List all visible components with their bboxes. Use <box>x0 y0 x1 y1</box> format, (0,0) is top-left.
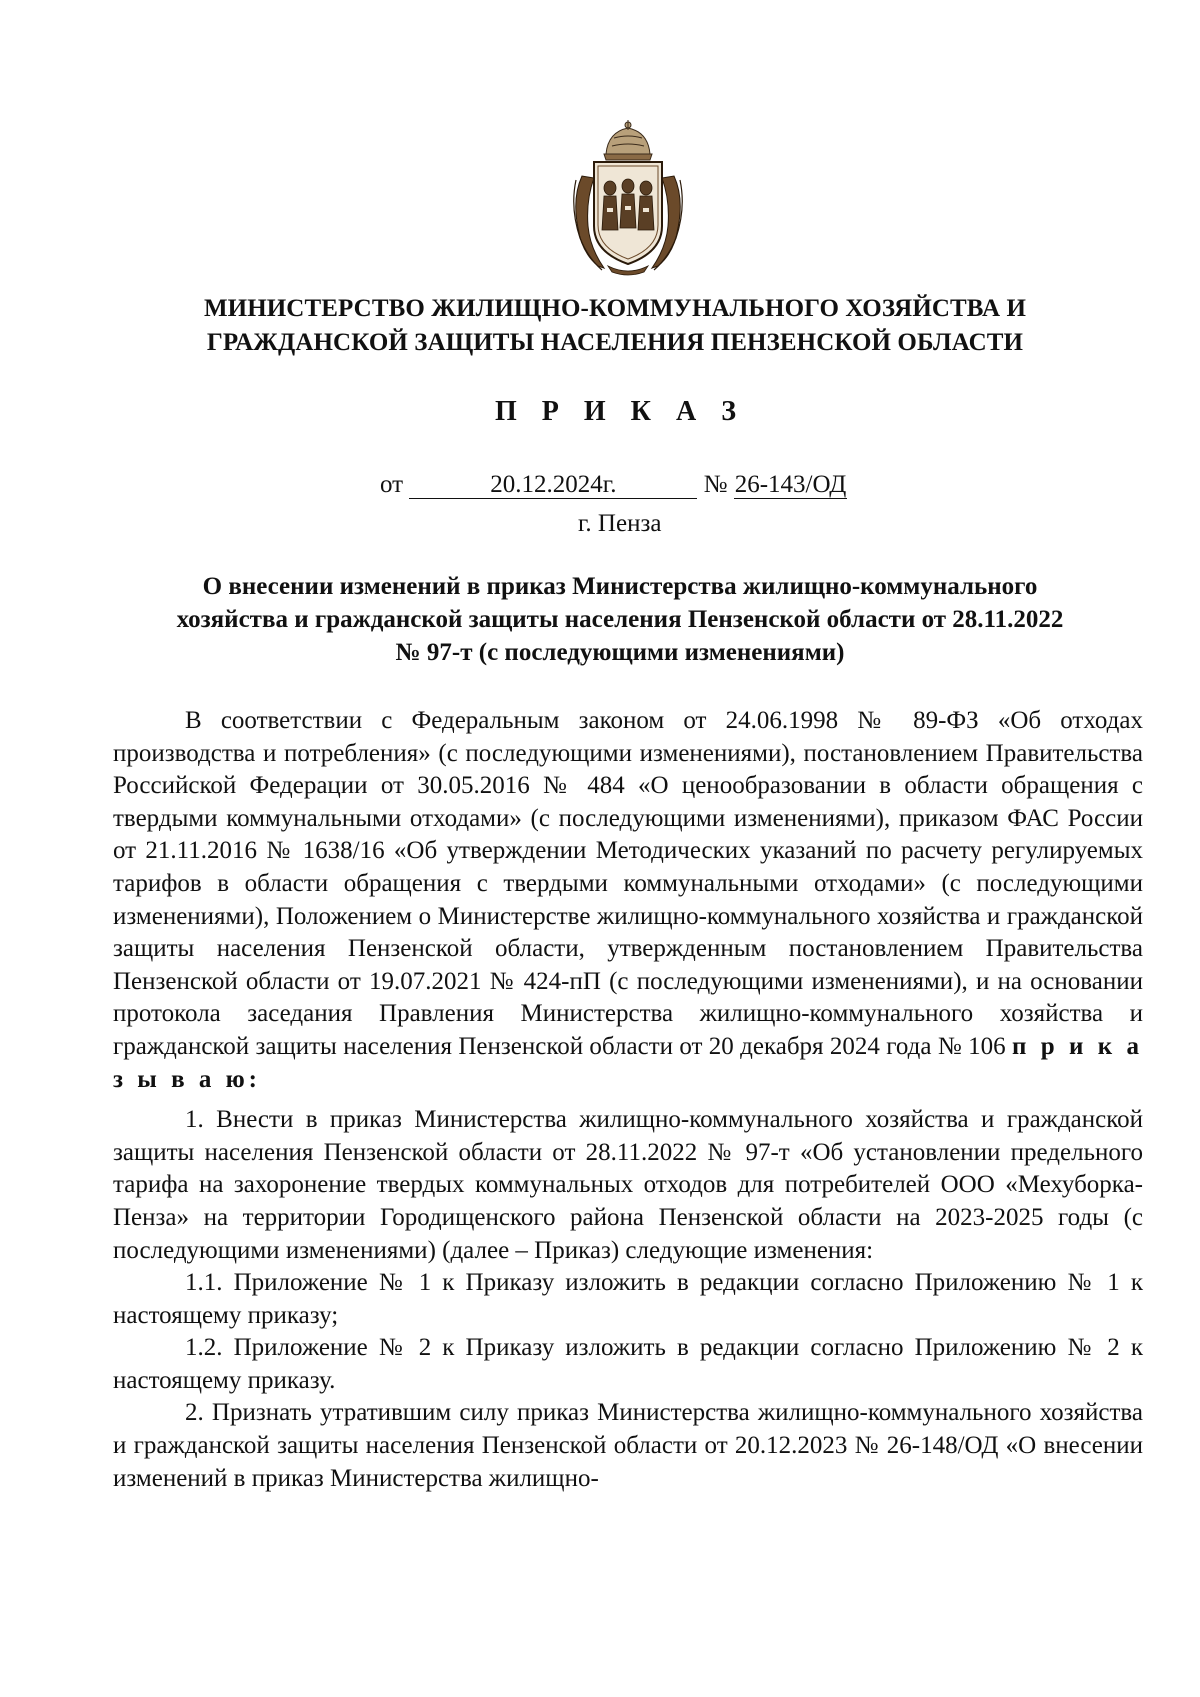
coat-of-arms-emblem <box>568 118 688 276</box>
date-number-line <box>380 470 847 500</box>
ministry-name-line1: МИНИСТЕРСТВО ЖИЛИЩНО-КОММУНАЛЬНОГО ХОЗЯЙСТВА И <box>203 295 1027 322</box>
document-body <box>113 705 1143 1495</box>
date-prefix: от <box>380 471 404 498</box>
document-type-title: П Р И К А З <box>495 396 745 427</box>
document-city: г. Пенза <box>578 510 662 537</box>
ministry-name <box>120 292 1110 360</box>
subject-line2: хозяйства и гражданской защиты населения Пензенской области от 28.11.2022 <box>176 606 1064 633</box>
item-2-paragraph: 2. Признать утратившим силу приказ Министерства жилищно-коммунального хозяйства и гражданской защиты населения Пензенской области от 20.12.2023 № 26-148/ОД «О внесении изменений в приказ Министерства жилищно- <box>113 1399 1143 1492</box>
ministry-name-line2: ГРАЖДАНСКОЙ ЗАЩИТЫ НАСЕЛЕНИЯ ПЕНЗЕНСКОЙ ОБЛАСТИ <box>206 329 1024 356</box>
document-date: 20.12.2024г. <box>409 472 697 499</box>
document-number: 26-143/ОД <box>734 471 847 498</box>
subject-line1: О внесении изменений в приказ Министерства жилищно-коммунального <box>202 573 1038 600</box>
item-1-paragraph: 1. Внести в приказ Министерства жилищно-коммунального хозяйства и гражданской защиты населения Пензенской области от 28.11.2022 № 97-т «Об установлении предельного тарифа на захоронение твердых коммунальных отходов для потребителей ООО «Мехуборка-Пенза» на территории Городищенского района Пензенской области на 2023-2025 годы (с последующими изменениями) (далее – Приказ) следующие изменения: <box>113 1106 1143 1264</box>
subject-line3: № 97-т (с последующими изменениями) <box>395 639 845 666</box>
number-prefix: № <box>703 471 728 498</box>
item-1-2-paragraph: 1.2. Приложение № 2 к Приказу изложить в редакции согласно Приложению № 2 к настоящему приказу. <box>113 1334 1143 1394</box>
preamble-paragraph <box>113 705 1143 1096</box>
order-word: п р и к а з ы в а ю: <box>113 1032 1144 1093</box>
item-1-1-paragraph: 1.1. Приложение № 1 к Приказу изложить в редакции согласно Приложению № 1 к настоящему приказу; <box>113 1269 1143 1329</box>
preamble-text: В соответствии с Федеральным законом от 24.06.1998 № 89-ФЗ «Об отходах производства и потребления» (с последующими изменениями), постановлением Правительства Российской Федерации от 30.05.2016 № 484 «О ценообразовании в области обращения с твердыми коммунальными отходами» (с последующими изменениями), приказом ФАС России от 21.11.2016 № 1638/16 «Об утверждении Методических указаний по расчету регулируемых тарифов в области обращения с твердыми коммунальными отходами» (с последующими изменениями), Положением о Министерстве жилищно-коммунального хозяйства и гражданской защиты населения Пензенской области, утвержденным постановлением Правительства Пензенской области от 19.07.2021 № 424-пП (с последующими изменениями), и на основании протокола заседания Правления Министерства жилищно-коммунального хозяйства и гражданской защиты населения Пензенской области от 20 декабря 2024 года № 106 <box>113 707 1143 1060</box>
document-subject <box>120 570 1120 669</box>
